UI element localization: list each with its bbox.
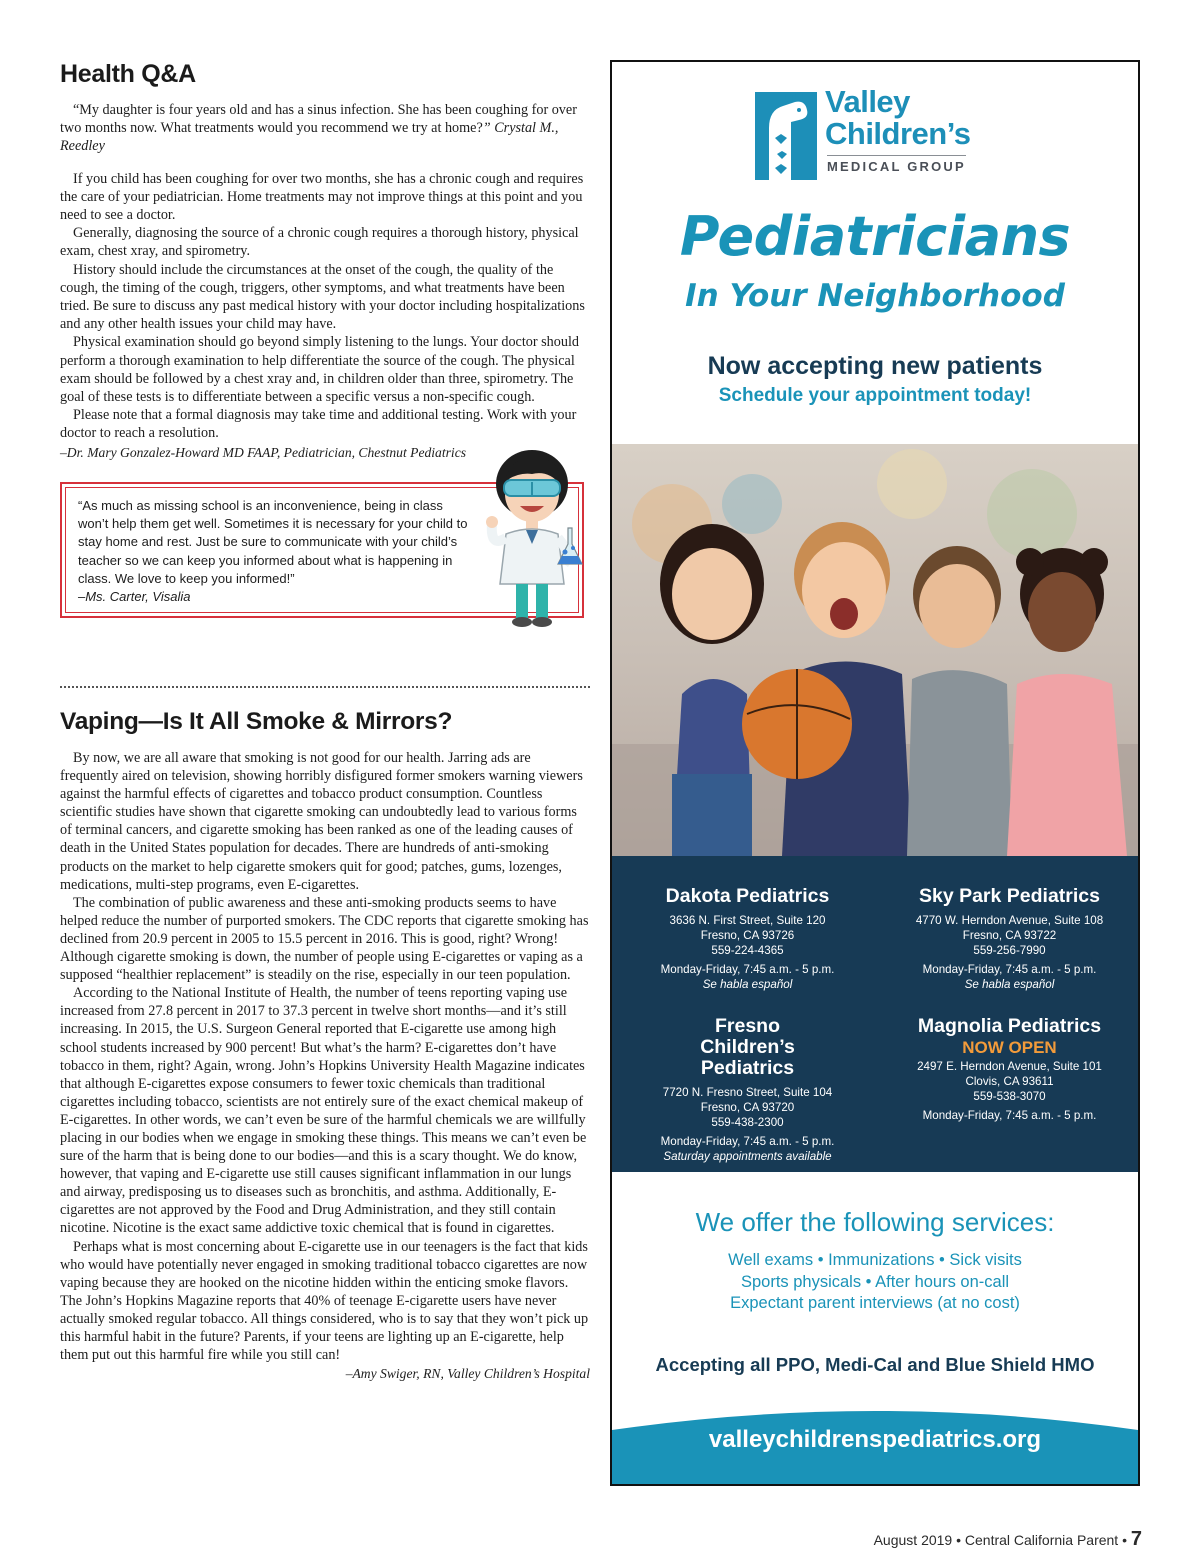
- locations-panel: [612, 856, 1138, 1172]
- health-qa-body: [60, 101, 590, 462]
- location-address: 7720 N. Fresno Street, Suite 104: [662, 1086, 833, 1099]
- answer-paragraph: Physical examination should go beyond simply listening to the lungs. Your doctor should perform a thorough examination to help differentiate the source of the cough. The physical exam should be followed by a chest xray and, in children older than three, spirometry. The goal of these tests is to differentiate between a specific versus a non-specific cough.: [60, 334, 580, 406]
- children-photo: [612, 444, 1138, 856]
- location-address: 2497 E. Herndon Avenue, Suite 101: [917, 1060, 1102, 1073]
- vaping-title: Vaping—Is It All Smoke & Mirrors?: [60, 708, 453, 735]
- location-name: Dakota Pediatrics: [665, 885, 830, 907]
- location-phone: 559-224-4365: [711, 944, 784, 957]
- location-dakota: [620, 886, 875, 992]
- location-hours: Monday-Friday, 7:45 a.m. - 5 p.m.: [660, 963, 835, 976]
- vaping-body: [60, 749, 590, 1364]
- accepting-patients: Now accepting new patients: [707, 352, 1043, 380]
- health-qa-title: Health Q&A: [60, 60, 196, 88]
- location-hours: Monday-Friday, 7:45 a.m. - 5 p.m.: [922, 963, 1097, 976]
- logo-text-line2: Children’s: [825, 116, 971, 151]
- services-line: Expectant parent interviews (at no cost): [730, 1294, 1020, 1312]
- giraffe-logo-icon: [755, 88, 817, 180]
- website-link[interactable]: valleychildrenspediatrics.org: [708, 1426, 1042, 1453]
- ad-subheadline: In Your Neighborhood: [685, 278, 1065, 314]
- question-sig: ” Crystal M., Reedley: [60, 120, 559, 155]
- location-city: Fresno, CA 93720: [700, 1101, 795, 1114]
- location-hours: Monday-Friday, 7:45 a.m. - 5 p.m.: [922, 1109, 1097, 1122]
- location-name: Sky Park Pediatrics: [918, 885, 1101, 907]
- location-city: Fresno, CA 93726: [700, 929, 795, 942]
- vaping-section: [60, 708, 590, 1382]
- answer-paragraph: Generally, diagnosing the source of a chronic cough requires a thorough history, physical exam, chest xray, and spirometry.: [60, 225, 579, 260]
- location-phone: 559-538-3070: [973, 1090, 1046, 1103]
- location-name: Magnolia Pediatrics: [917, 1015, 1102, 1037]
- page-number: 7: [1130, 1528, 1142, 1550]
- now-open-badge: NOW OPEN: [962, 1038, 1057, 1057]
- health-qa-section: [60, 60, 590, 618]
- services-title: We offer the following services:: [695, 1207, 1055, 1237]
- answer-paragraph: History should include the circumstances at the onset of the cough, the quality of the cough, the timing of the cough, triggers, other symptoms, and what treatments have been tried. Be sure to discuss any past medical history with your doctor including hospitalizations and any other health issues your child may have.: [60, 261, 585, 333]
- teacher-quote-signature: –Ms. Carter, Visalia: [78, 589, 191, 605]
- location-sky-park: [882, 886, 1137, 992]
- answer-paragraph: If you child has been coughing for over two months, she has a chronic cough and requires the care of your pediatrician. Home treatments may not improve things at this point and you need to see a doctor.: [60, 170, 584, 224]
- answer-paragraph: Please note that a formal diagnosis may take time and additional testing. Work with your doctor to reach a resolution.: [60, 407, 577, 442]
- location-city: Clovis, CA 93611: [965, 1075, 1054, 1088]
- location-address: 4770 W. Herndon Avenue, Suite 108: [915, 914, 1104, 927]
- location-note: Se habla español: [964, 978, 1055, 991]
- page-footer: [874, 1528, 1142, 1551]
- vaping-byline: –Amy Swiger, RN, Valley Children’s Hospital: [345, 1366, 590, 1382]
- insurance-note: Accepting all PPO, Medi-Cal and Blue Shield HMO: [655, 1354, 1095, 1375]
- location-address: 3636 N. First Street, Suite 120: [669, 914, 826, 927]
- section-divider: [60, 686, 590, 688]
- vaping-paragraph: By now, we are all aware that smoking is not good for our health. Jarring ads are frequently aired on television, showing horribly disfigured former smokers warning viewers against the harmful effects of cigarettes and tobacco product consumption. Countless scientific studies have shown that cigarette smoking can undoubtedly lead to various forms of terminal cancers, and cigarette smoking has been ranked as one of the leading causes of death in the United States population for decades. There are hundreds of anti-smoking products on the market to help cigarette smokers quit for good; patches, gums, lozenges, medications, multi-step programs, even E-cigarettes.: [60, 750, 583, 893]
- services-line: Sports physicals • After hours on-call: [740, 1273, 1010, 1291]
- schedule-cta: Schedule your appointment today!: [718, 385, 1032, 406]
- location-name: Fresno Children’s Pediatrics: [700, 1015, 795, 1079]
- question: [60, 101, 590, 156]
- location-city: Fresno, CA 93722: [962, 929, 1057, 942]
- logo-text-line1: Valley: [825, 84, 910, 119]
- services-line: Well exams • Immunizations • Sick visits: [728, 1251, 1022, 1269]
- logo-text-line3: MEDICAL GROUP: [827, 155, 966, 174]
- vaping-paragraph: The combination of public awareness and these anti-smoking products seems to have helped reduce the number of purported smokers. The CDC reports that cigarette smoking has declined from 20.9 percent in 2005 to 15.5 percent in 2016. This is good, right? Wrong! Although cigarette smoking is down, the number of people using E-cigarettes or vaping as a supposed “healthier replacement” is steadily on the rise, especially in our teen population.: [60, 894, 589, 984]
- valley-childrens-logo: [755, 84, 1005, 184]
- pediatrics-ad: [610, 60, 1140, 1486]
- location-note: Saturday appointments available: [663, 1150, 832, 1163]
- location-hours: Monday-Friday, 7:45 a.m. - 5 p.m.: [660, 1135, 835, 1148]
- vaping-paragraph: Perhaps what is most concerning about E-cigarette use in our teenagers is the fact that kids who would have potentially never engaged in smoking traditional tobacco cigarettes are now vaping because they are hooked on the nicotine hidden within the enticing smoke flavors. The John’s Hopkins Magazine reports that 40% of teenage E-cigarette users have never actually smoked regular tobacco. All things considered, who is to say that they won’t pick up this harmful habit in the future? Parents, if your teens are lighting up an E-cigarette, help them put out this harmful fire while you still can!: [60, 1238, 589, 1364]
- location-magnolia: [882, 1016, 1137, 1123]
- scientist-illustration: [482, 444, 592, 628]
- location-fresno-childrens: [620, 1016, 875, 1164]
- teacher-quote-box: [60, 482, 584, 618]
- location-note: Se habla español: [702, 978, 793, 991]
- location-phone: 559-438-2300: [711, 1116, 784, 1129]
- question-text: “My daughter is four years old and has a sinus infection. She has been coughing for over two months now. What treatments would you recommend we try at home?” Crystal M., Reedley: [60, 102, 577, 155]
- footer-text: August 2019 • Central California Parent •: [873, 1532, 1127, 1548]
- vaping-paragraph: According to the National Institute of Health, the number of teens reporting vaping use increased from 27.8 percent in 2017 to 37.3 percent in twelve short months—and it’s still increasing. In 2015, the U.S. Surgeon General reported that E-cigarette use among high school students increased by 900 percent! But what’s the harm? E-cigarettes don’t have tobacco in them, right? Again, wrong. John’s Hopkins University Health Magazine indicates that although E-cigarettes expose consumers to fewer toxic chemicals than traditional cigarettes including tobacco, scientists are not entirely sure of the exact chemical makeup of E-cigarettes. In other words, we can’t even be sure of the harmful chemicals we are willfully placing in our bodies when we engage in smoking these things. This means we can’t even be sure of the harm that is being done to our bodies—and this is a scary thought. We do know, however, that vaping and E-cigarette use still causes significant inflammation in our lungs and airway, predisposing us to diseases such as bronchitis, and asthma. Additionally, E-cigarettes are not approved by the Food and Drug Administration, and they still contain nicotine. Nicotine is the exact same addictive toxic chemical that is found in cigarettes.: [60, 985, 587, 1237]
- teacher-quote-text: “As much as missing school is an inconvenience, being in class won’t help them get well. Sometimes it is necessary for your child to stay home and rest. Just be sure to communicate with your child’s teacher so we can keep you informed about what is happening in class. We love to keep you informed!”: [78, 497, 468, 587]
- answer-signature: –Dr. Mary Gonzalez-Howard MD FAAP, Pediatrician, Chestnut Pediatrics: [60, 444, 467, 460]
- location-phone: 559-256-7990: [973, 944, 1046, 957]
- ad-headline: Pediatricians: [679, 205, 1071, 268]
